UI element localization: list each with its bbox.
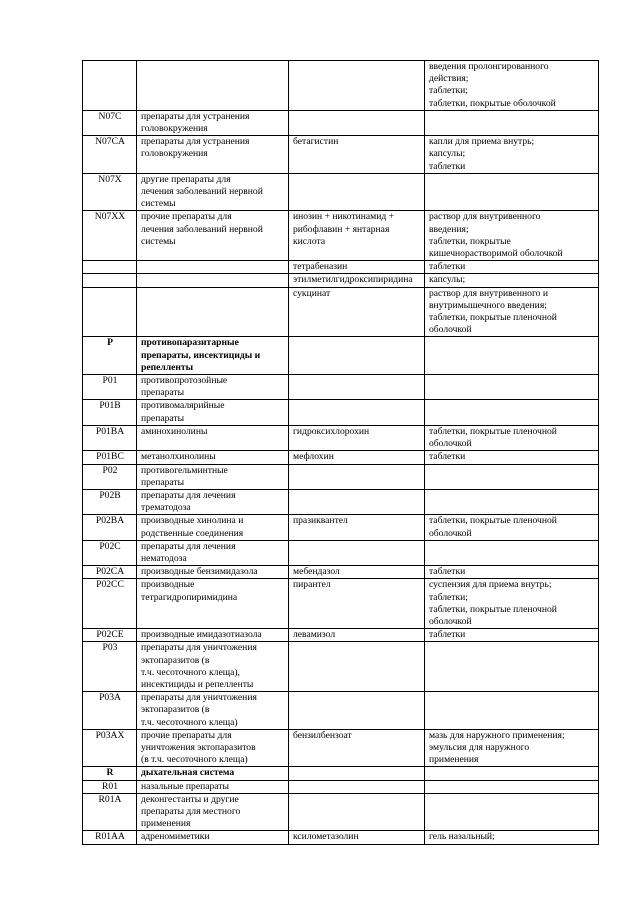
- table-row: [83, 566, 599, 579]
- dosage-form-cell-line: применения: [429, 754, 479, 766]
- dosage-form-cell: [425, 831, 599, 844]
- dosage-form-cell-line: таблетки;: [429, 591, 468, 603]
- table-row: [83, 274, 599, 287]
- inn-cell-line: бетагистин: [293, 136, 339, 148]
- dosage-form-cell-line: таблетки: [429, 566, 466, 578]
- group-name-cell-line: нематодоза: [141, 552, 187, 564]
- atc-code-cell: P02CE: [83, 629, 137, 642]
- inn-cell-line: инозин + никотинамид +: [293, 211, 395, 223]
- inn-cell-line: этилметилгидроксипиридина: [293, 274, 413, 286]
- inn-cell-line: мебендазол: [293, 566, 340, 578]
- dosage-form-cell-line: суспензия для приема внутрь;: [429, 579, 552, 591]
- dosage-form-cell-line: капсулы;: [429, 274, 466, 286]
- group-name-cell-line: деконгестанты и другие: [141, 793, 239, 805]
- atc-code-cell: [83, 274, 137, 287]
- inn-cell: [289, 136, 425, 174]
- table-row: [83, 780, 599, 793]
- atc-code-cell: N07XX: [83, 211, 137, 261]
- table-row: [83, 61, 599, 111]
- group-name-cell: [137, 642, 289, 692]
- inn-cell-line: ксилометазолин: [293, 831, 359, 843]
- group-name-cell: [137, 579, 289, 629]
- dosage-form-cell: [425, 287, 599, 337]
- table-row: [83, 464, 599, 489]
- dosage-form-cell-line: раствор для внутривенного и: [429, 287, 548, 299]
- dosage-form-cell-line: оболочкой: [429, 324, 472, 336]
- inn-cell: [289, 515, 425, 540]
- inn-cell: [289, 729, 425, 767]
- dosage-form-cell: [425, 61, 599, 111]
- table-row: [83, 261, 599, 274]
- inn-cell-line: пирантел: [293, 579, 331, 591]
- inn-cell: [289, 211, 425, 261]
- group-name-cell: [137, 110, 289, 135]
- dosage-form-cell-line: таблетки, покрытые: [429, 235, 511, 247]
- dosage-form-cell: [425, 540, 599, 565]
- dosage-form-cell: [425, 261, 599, 274]
- dosage-form-cell-line: внутримышечного введения;: [429, 299, 547, 311]
- group-name-cell-line: препараты: [141, 387, 185, 399]
- dosage-form-cell-line: мазь для наружного применения;: [429, 729, 565, 741]
- atc-code-cell: P01: [83, 375, 137, 400]
- group-name-cell: [137, 61, 289, 111]
- inn-cell-line: сукцинат: [293, 287, 331, 299]
- inn-cell: [289, 337, 425, 375]
- dosage-form-cell: [425, 729, 599, 767]
- dosage-form-cell-line: таблетки, покрытые пленочной: [429, 312, 557, 324]
- group-name-cell-line: дыхательная система: [141, 767, 235, 779]
- group-name-cell-line: родственные соединения: [141, 527, 244, 539]
- dosage-form-cell: [425, 579, 599, 629]
- atc-code-cell: P01BC: [83, 451, 137, 464]
- inn-cell: [289, 489, 425, 514]
- group-name-cell-line: адреномиметики: [141, 831, 210, 843]
- dosage-form-cell: [425, 425, 599, 450]
- group-name-cell-line: препараты для лечения: [141, 489, 236, 501]
- group-name-cell: [137, 261, 289, 274]
- atc-code-cell: P02CC: [83, 579, 137, 629]
- table-row: [83, 425, 599, 450]
- group-name-cell-line: препараты для уничтожения: [141, 692, 257, 704]
- dosage-form-cell: [425, 629, 599, 642]
- group-name-cell-line: инсектициды и репелленты: [141, 678, 254, 690]
- atc-code-cell: [83, 61, 137, 111]
- dosage-form-cell-line: капсулы;: [429, 148, 466, 160]
- inn-cell: [289, 831, 425, 844]
- drug-table-body: [83, 61, 599, 845]
- atc-code-cell: P02: [83, 464, 137, 489]
- inn-cell: [289, 629, 425, 642]
- group-name-cell: [137, 566, 289, 579]
- table-row: [83, 287, 599, 337]
- group-name-cell-line: противопаразитарные: [141, 337, 239, 349]
- group-name-cell-line: метанолхинолины: [141, 451, 216, 463]
- group-name-cell: [137, 540, 289, 565]
- group-name-cell-line: препараты: [141, 412, 185, 424]
- group-name-cell-line: прочие препараты для: [141, 729, 232, 741]
- group-name-cell-line: производные: [141, 579, 195, 591]
- group-name-cell: [137, 425, 289, 450]
- table-row: [83, 451, 599, 464]
- group-name-cell-line: производные имидазотиазола: [141, 629, 262, 641]
- table-row: [83, 173, 599, 211]
- table-row: [83, 793, 599, 831]
- dosage-form-cell-line: таблетки;: [429, 85, 468, 97]
- group-name-cell-line: препараты для уничтожения: [141, 642, 257, 654]
- group-name-cell: [137, 464, 289, 489]
- table-row: [83, 642, 599, 692]
- dosage-form-cell-line: таблетки, покрытые пленочной: [429, 603, 557, 615]
- table-row: [83, 489, 599, 514]
- group-name-cell-line: эктопаразитов (в: [141, 654, 210, 666]
- dosage-form-cell: [425, 451, 599, 464]
- table-row: [83, 515, 599, 540]
- group-name-cell: [137, 515, 289, 540]
- inn-cell: [289, 566, 425, 579]
- atc-code-cell: P02BA: [83, 515, 137, 540]
- group-name-cell-line: производные хинолина и: [141, 515, 244, 527]
- inn-cell: [289, 261, 425, 274]
- dosage-form-cell-line: раствор для внутривенного: [429, 211, 541, 223]
- atc-code-cell: P03: [83, 642, 137, 692]
- group-name-cell: [137, 337, 289, 375]
- group-name-cell-line: противопротозойные: [141, 375, 228, 387]
- dosage-form-cell: [425, 780, 599, 793]
- group-name-cell: [137, 451, 289, 464]
- dosage-form-cell-line: введения;: [429, 223, 469, 235]
- group-name-cell-line: системы: [141, 235, 176, 247]
- dosage-form-cell: [425, 136, 599, 174]
- group-name-cell-line: применения: [141, 818, 191, 830]
- atc-code-cell: N07C: [83, 110, 137, 135]
- dosage-form-cell-line: таблетки: [429, 160, 466, 172]
- dosage-form-cell: [425, 515, 599, 540]
- table-row: [83, 136, 599, 174]
- atc-code-cell: R01AA: [83, 831, 137, 844]
- inn-cell: [289, 642, 425, 692]
- dosage-form-cell: [425, 375, 599, 400]
- atc-code-cell: [83, 287, 137, 337]
- drug-table: [82, 60, 599, 845]
- group-name-cell: [137, 692, 289, 730]
- group-name-cell: [137, 375, 289, 400]
- dosage-form-cell: [425, 767, 599, 780]
- group-name-cell: [137, 729, 289, 767]
- dosage-form-cell-line: введения пролонгированного: [429, 61, 549, 72]
- atc-code-cell: [83, 261, 137, 274]
- group-name-cell-line: лечения заболеваний нервной: [141, 186, 263, 198]
- atc-code-cell: N07CA: [83, 136, 137, 174]
- group-name-cell-line: репелленты: [141, 361, 194, 373]
- table-row: [83, 831, 599, 844]
- dosage-form-cell-line: таблетки, покрытые оболочкой: [429, 97, 556, 109]
- dosage-form-cell: [425, 692, 599, 730]
- dosage-form-cell-line: оболочкой: [429, 438, 472, 450]
- dosage-form-cell: [425, 211, 599, 261]
- inn-cell: [289, 110, 425, 135]
- dosage-form-cell-line: кишечнорастворимой оболочкой: [429, 248, 563, 260]
- group-name-cell-line: уничтожения эктопаразитов: [141, 741, 256, 753]
- inn-cell: [289, 464, 425, 489]
- dosage-form-cell: [425, 489, 599, 514]
- inn-cell-line: левамизол: [293, 629, 336, 641]
- table-row: [83, 579, 599, 629]
- inn-cell: [289, 375, 425, 400]
- inn-cell-line: мефлохин: [293, 451, 334, 463]
- inn-cell: [289, 579, 425, 629]
- group-name-cell-line: препараты для лечения: [141, 540, 236, 552]
- atc-code-cell: R: [83, 767, 137, 780]
- atc-code-cell: P01BA: [83, 425, 137, 450]
- group-name-cell-line: лечения заболеваний нервной: [141, 223, 263, 235]
- inn-cell-line: празиквантел: [293, 515, 348, 527]
- group-name-cell-line: системы: [141, 198, 176, 210]
- table-row: [83, 629, 599, 642]
- group-name-cell-line: т.ч. чесоточного клеща),: [141, 666, 240, 678]
- dosage-form-cell-line: оболочкой: [429, 527, 472, 539]
- dosage-form-cell: [425, 642, 599, 692]
- group-name-cell: [137, 211, 289, 261]
- group-name-cell: [137, 287, 289, 337]
- group-name-cell-line: производные бензимидазола: [141, 566, 258, 578]
- group-name-cell: [137, 629, 289, 642]
- dosage-form-cell: [425, 337, 599, 375]
- table-row: [83, 211, 599, 261]
- inn-cell: [289, 425, 425, 450]
- group-name-cell: [137, 274, 289, 287]
- atc-code-cell: P: [83, 337, 137, 375]
- group-name-cell-line: аминохинолины: [141, 425, 208, 437]
- dosage-form-cell-line: действия;: [429, 73, 469, 85]
- group-name-cell: [137, 173, 289, 211]
- inn-cell-line: гидроксихлорохин: [293, 425, 370, 437]
- table-row: [83, 767, 599, 780]
- group-name-cell-line: трематодоза: [141, 502, 191, 514]
- group-name-cell-line: (в т.ч. чесоточного клеща): [141, 754, 248, 766]
- dosage-form-cell-line: таблетки: [429, 451, 466, 463]
- dosage-form-cell-line: таблетки, покрытые пленочной: [429, 515, 557, 527]
- inn-cell: [289, 451, 425, 464]
- inn-cell: [289, 287, 425, 337]
- group-name-cell-line: головокружения: [141, 123, 208, 135]
- group-name-cell-line: препараты для устранения: [141, 110, 250, 122]
- dosage-form-cell-line: гель назальный;: [429, 831, 495, 843]
- atc-code-cell: R01A: [83, 793, 137, 831]
- inn-cell-line: рибофлавин + янтарная: [293, 223, 390, 235]
- group-name-cell-line: другие препараты для: [141, 173, 231, 185]
- dosage-form-cell: [425, 400, 599, 425]
- group-name-cell: [137, 489, 289, 514]
- dosage-form-cell: [425, 793, 599, 831]
- dosage-form-cell-line: таблетки, покрытые пленочной: [429, 425, 557, 437]
- group-name-cell: [137, 767, 289, 780]
- table-row: [83, 110, 599, 135]
- dosage-form-cell-line: капли для приема внутрь;: [429, 136, 535, 148]
- table-row: [83, 400, 599, 425]
- dosage-form-cell: [425, 110, 599, 135]
- inn-cell: [289, 692, 425, 730]
- atc-code-cell: N07X: [83, 173, 137, 211]
- group-name-cell-line: т.ч. чесоточного клеща): [141, 716, 238, 728]
- group-name-cell-line: назальные препараты: [141, 780, 229, 792]
- table-row: [83, 729, 599, 767]
- inn-cell-line: тетрабеназин: [293, 261, 348, 273]
- group-name-cell-line: препараты, инсектициды и: [141, 349, 261, 361]
- atc-code-cell: P01B: [83, 400, 137, 425]
- group-name-cell-line: противомалярийные: [141, 400, 225, 412]
- inn-cell: [289, 173, 425, 211]
- dosage-form-cell-line: эмульсия для наружного: [429, 741, 530, 753]
- dosage-form-cell-line: оболочкой: [429, 615, 472, 627]
- inn-cell: [289, 767, 425, 780]
- inn-cell: [289, 61, 425, 111]
- group-name-cell-line: препараты: [141, 476, 185, 488]
- inn-cell-line: кислота: [293, 235, 326, 247]
- inn-cell: [289, 540, 425, 565]
- atc-code-cell: P02B: [83, 489, 137, 514]
- inn-cell-line: бензилбензоат: [293, 729, 352, 741]
- dosage-form-cell: [425, 173, 599, 211]
- inn-cell: [289, 400, 425, 425]
- group-name-cell-line: препараты для местного: [141, 805, 241, 817]
- table-row: [83, 692, 599, 730]
- group-name-cell: [137, 136, 289, 174]
- table-row: [83, 375, 599, 400]
- inn-cell: [289, 274, 425, 287]
- atc-code-cell: P02CA: [83, 566, 137, 579]
- dosage-form-cell: [425, 274, 599, 287]
- group-name-cell: [137, 780, 289, 793]
- inn-cell: [289, 793, 425, 831]
- group-name-cell-line: тетрагидропиримидина: [141, 591, 238, 603]
- dosage-form-cell-line: таблетки: [429, 629, 466, 641]
- inn-cell: [289, 780, 425, 793]
- group-name-cell: [137, 831, 289, 844]
- atc-code-cell: R01: [83, 780, 137, 793]
- dosage-form-cell-line: таблетки: [429, 261, 466, 273]
- group-name-cell: [137, 793, 289, 831]
- dosage-form-cell: [425, 464, 599, 489]
- group-name-cell-line: прочие препараты для: [141, 211, 232, 223]
- atc-code-cell: P03A: [83, 692, 137, 730]
- table-row: [83, 337, 599, 375]
- group-name-cell-line: головокружения: [141, 148, 208, 160]
- atc-code-cell: P02C: [83, 540, 137, 565]
- group-name-cell-line: препараты для устранения: [141, 136, 250, 148]
- group-name-cell-line: эктопаразитов (в: [141, 704, 210, 716]
- group-name-cell: [137, 400, 289, 425]
- atc-code-cell: P03AX: [83, 729, 137, 767]
- dosage-form-cell: [425, 566, 599, 579]
- table-row: [83, 540, 599, 565]
- group-name-cell-line: противогельминтные: [141, 464, 228, 476]
